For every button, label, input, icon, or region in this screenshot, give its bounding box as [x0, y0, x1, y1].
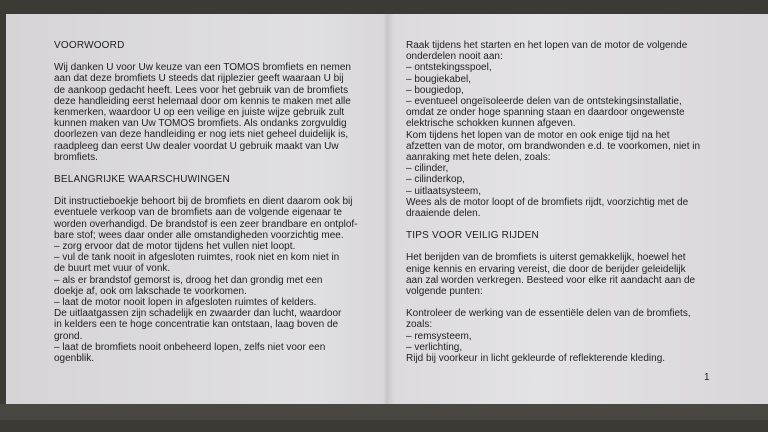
text-line: – zorg ervoor dat de motor tijdens het vullen niet loopt.: [54, 241, 296, 253]
text-line: aan dat deze bromfiets U steeds dat rijplezier geeft waaraan U bij: [54, 73, 344, 85]
right-page: [406, 40, 722, 432]
text-line: eventuele verkoop van de bromfiets aan de volgende eigenaar te: [54, 207, 342, 219]
text-line: draaiende delen.: [406, 208, 481, 220]
page-number: 1: [704, 372, 710, 383]
text-line: bare stof; wees daar onder alle omstandigheden voorzichtig mee.: [54, 229, 344, 241]
onderdelen-paragraph: [406, 40, 722, 219]
text-line: Kontroleer de werking van de essentiële delen van de bromfiets,: [406, 308, 691, 320]
voorwoord-paragraph: [54, 62, 372, 163]
text-line: zoals:: [406, 319, 433, 331]
text-line: – vul de tank nooit in afgesloten ruimtes, rook niet en kom niet in: [54, 252, 340, 264]
text-line: – cilinder,: [406, 163, 449, 175]
text-line: – ontstekingsspoel,: [406, 62, 492, 74]
text-line: – cilinderkop,: [406, 174, 465, 186]
text-line: doekje af, ook om lakschade te voorkomen.: [54, 285, 247, 297]
text-line: bromfiets.: [54, 151, 98, 163]
heading-voorwoord: VOORWOORD: [54, 40, 125, 51]
text-line: kenmerken, waardoor U op een veilige en juiste wijze gebruik zult: [54, 107, 345, 119]
text-line: Raak tijdens het starten en het lopen van de motor de volgende: [406, 40, 688, 51]
text-line: deze handleiding eerst helemaal door om kennis te maken met alle: [54, 95, 351, 107]
text-line: Kom tijdens het lopen van de motor en ook enige tijd na het: [406, 129, 670, 141]
text-line: grond.: [54, 330, 83, 342]
text-line: – verlichting,: [406, 341, 463, 353]
text-line: onderdelen nooit aan:: [406, 51, 503, 63]
text-line: doorlezen van deze handleiding er nog iets niet geheel duidelijk is,: [54, 129, 349, 141]
text-line: – uitlaatsysteem,: [406, 185, 482, 197]
text-line: – bougiedop,: [406, 84, 464, 96]
text-line: – bougiekabel,: [406, 73, 472, 85]
text-line: de aankoop gedacht heeft. Lees voor het gebruik van de bromfiets: [54, 84, 349, 96]
text-line: De uitlaatgassen zijn schadelijk en zwaarder dan lucht, waardoor: [54, 308, 342, 320]
text-line: kunnen maken van Uw TOMOS bromfiets. Als ondanks zorgvuldig: [54, 118, 347, 130]
text-line: – als er brandstof gemorst is, droog het dan grondig met een: [54, 274, 323, 286]
left-page: [54, 40, 372, 432]
text-line: afzetten van de motor, om brandwonden e.d. te voorkomen, niet in: [406, 140, 701, 152]
text-line: aanraking met hete delen, zoals:: [406, 152, 551, 164]
text-line: enige kennis en ervaring vereist, die door de berijder geleidelijk: [406, 263, 686, 275]
text-line: – eventueel ongeïsoleerde delen van de ontstekingsinstallatie,: [406, 96, 682, 108]
text-line: elektrische schokken kunnen afgeven.: [406, 118, 576, 130]
waarschuwingen-paragraph: [54, 196, 372, 364]
text-line: – laat de bromfiets nooit onbeheerd lopen, zelfs niet voor een: [54, 341, 326, 353]
text-line: ogenblik.: [54, 353, 95, 365]
text-line: Wees als de motor loopt of de bromfiets rijdt, voorzichtig met de: [406, 196, 689, 208]
heading-belangrijke-waarschuwingen: BELANGRIJKE WAARSCHUWINGEN: [54, 174, 230, 186]
text-line: Rijd bij voorkeur in licht gekleurde of reflekterende kleding.: [406, 353, 666, 365]
text-line: – remsysteem,: [406, 330, 472, 342]
text-line: Dit instructieboekje behoort bij de bromfiets en dient daarom ook bij: [54, 196, 353, 208]
text-line: in kelders een te hoge concentratie kan ontstaan, laag boven de: [54, 319, 339, 331]
text-line: de buurt met vuur of vonk.: [54, 263, 171, 275]
text-line: aan zal worden verkregen. Besteed voor elke rit aandacht aan de: [406, 274, 696, 286]
tips-paragraph: [406, 252, 722, 297]
heading-tips-voor-veilig-rijden: TIPS VOOR VEILIG RIJDEN: [406, 230, 539, 242]
text-line: Wij danken U voor Uw keuze van een TOMOS bromfiets en nemen: [54, 62, 351, 74]
text-line: worden overhandigd. De brandstof is een zeer brandbare en ontplof-: [54, 218, 358, 230]
text-line: volgende punten:: [406, 286, 483, 298]
kontrole-paragraph: [406, 308, 722, 364]
text-line: – laat de motor nooit lopen in afgesloten ruimtes of kelders.: [54, 297, 317, 309]
text-line: raadpleeg dan eerst Uw dealer voordat U gebruik maakt van Uw: [54, 140, 339, 152]
text-line: omdat ze onder hoge spanning staan en daardoor ongewenste: [406, 107, 685, 119]
text-line: Het berijden van de bromfiets is uiterst gemakkelijk, hoewel het: [406, 252, 686, 264]
